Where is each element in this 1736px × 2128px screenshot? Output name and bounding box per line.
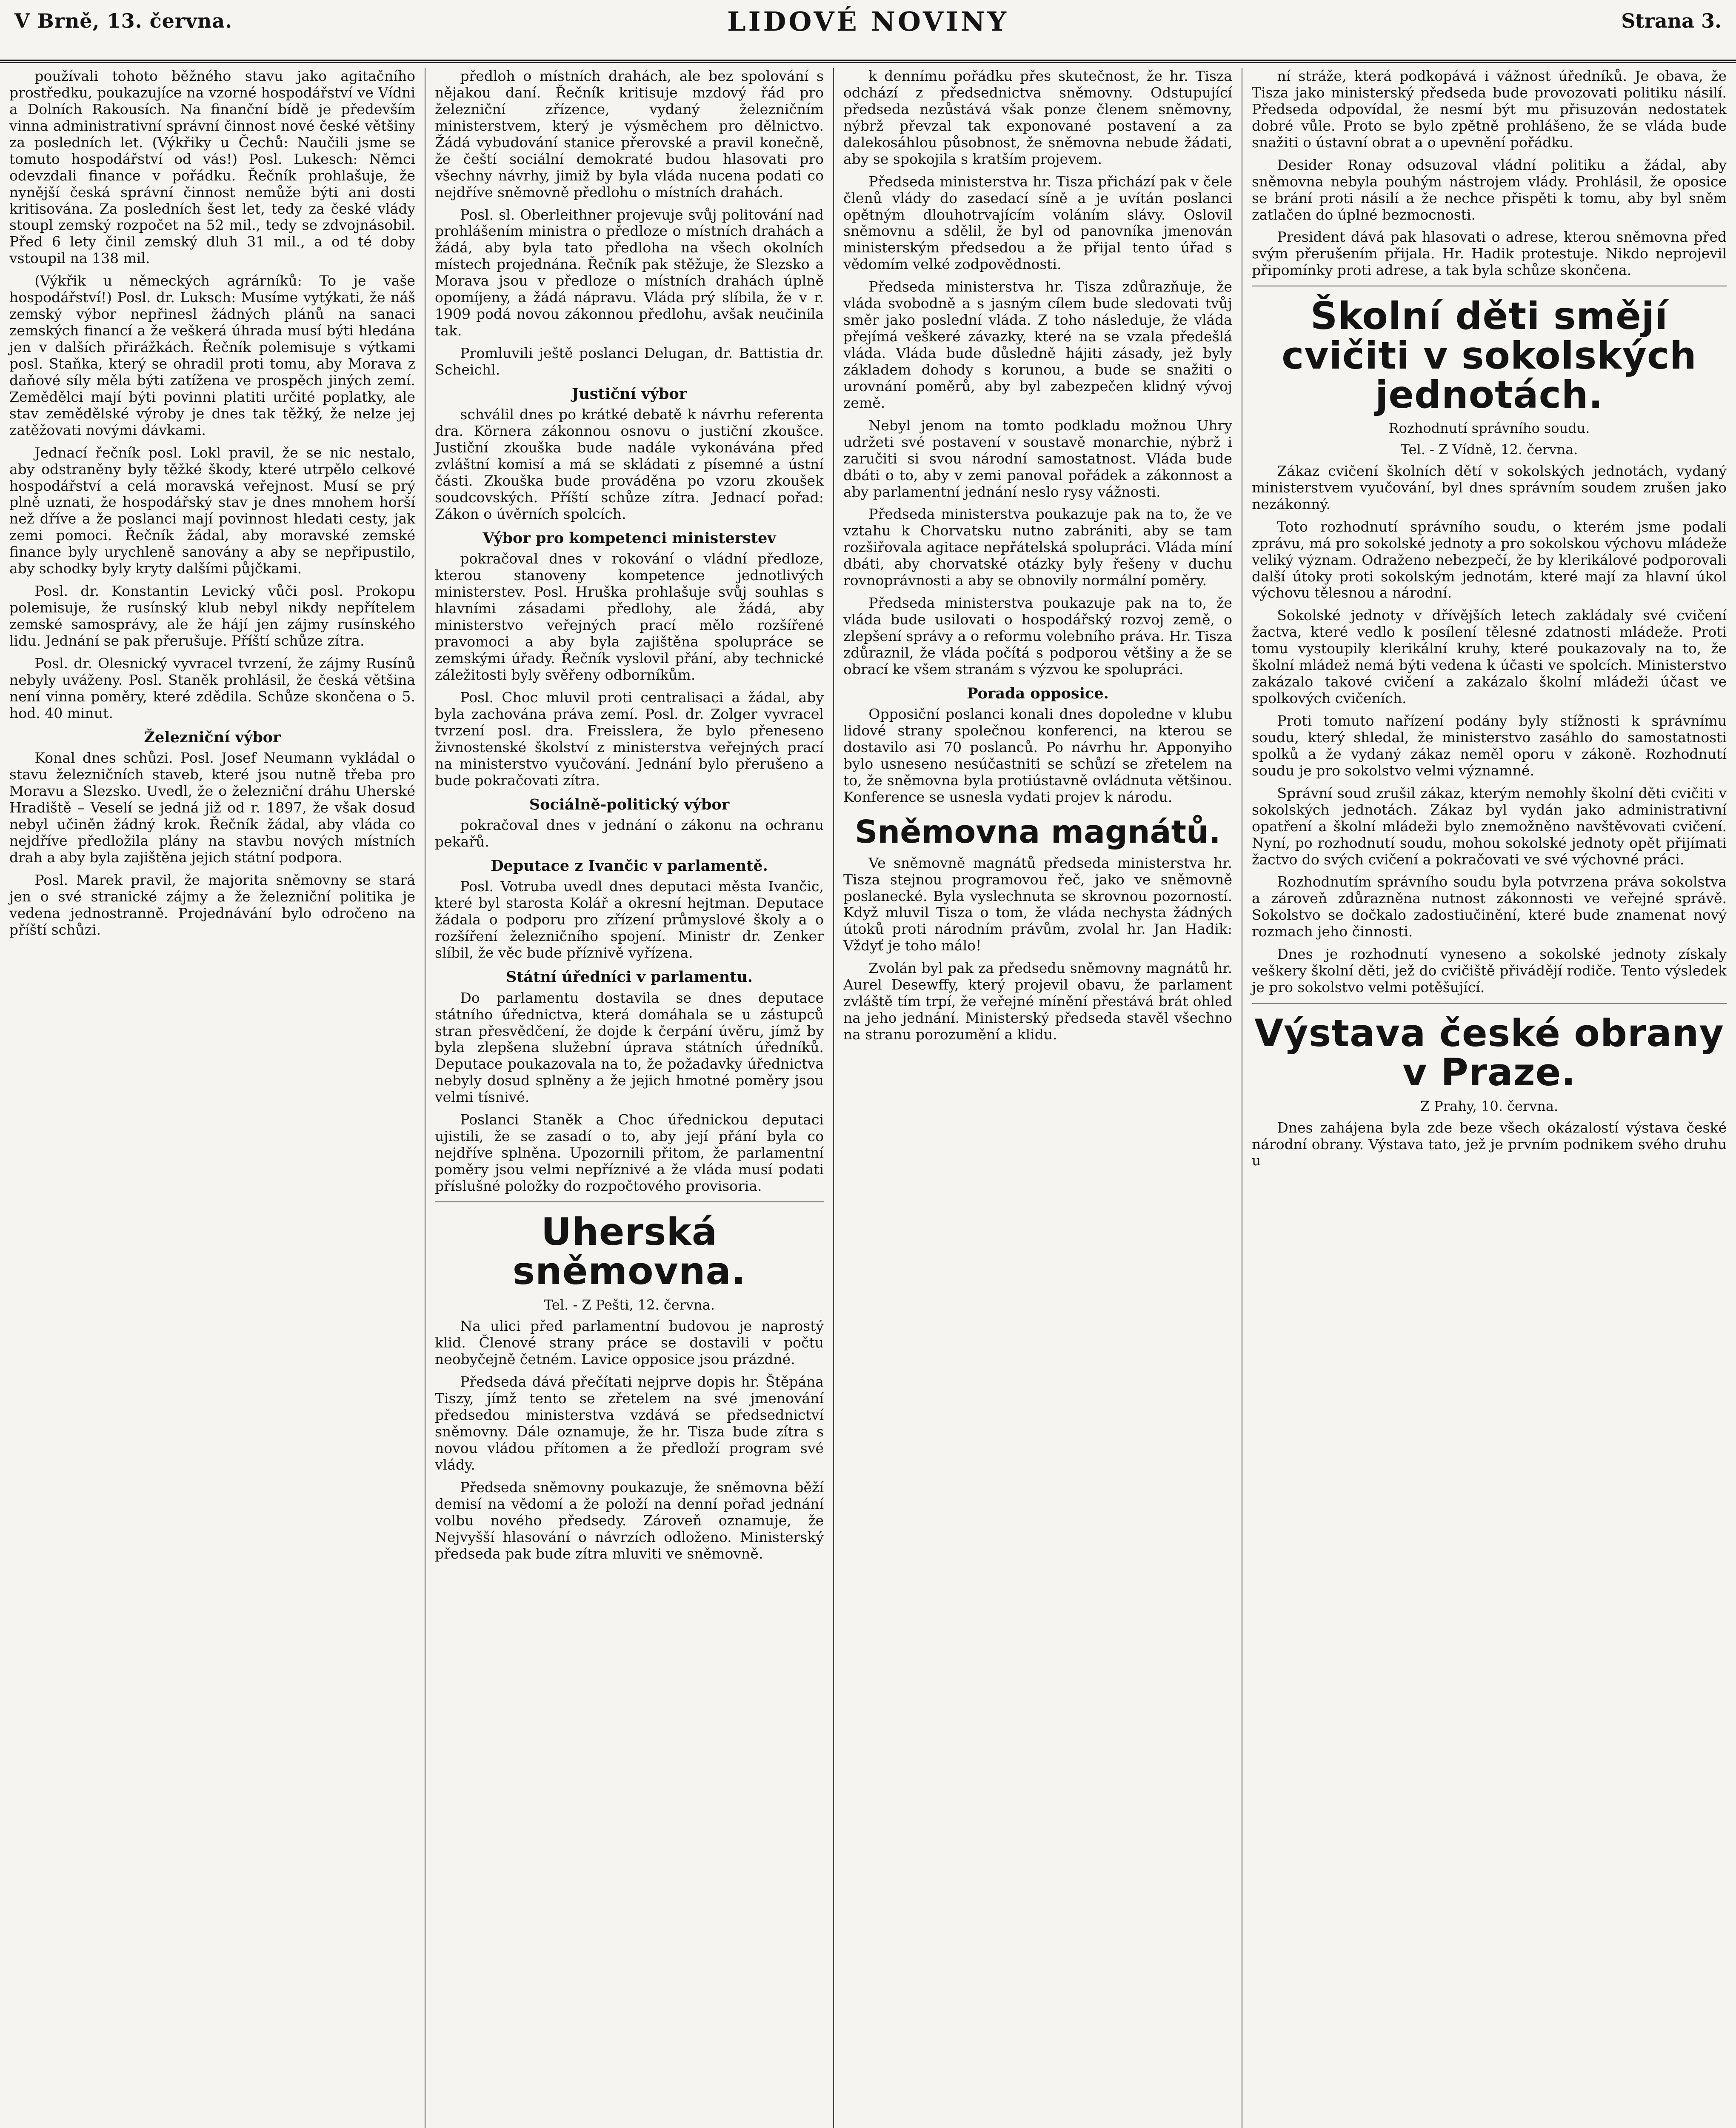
column-1-paragraph-4: Posl. dr. Konstantin Levický vůči posl. Prokopu polemisuje, že rusínský klub nebyl nikdy nepřítelem zemské samosprávy, ale že hájí jen zájmy rusínského lidu. Jednání se pak přerušuje. Příští schůze zítra. — [9, 583, 415, 649]
column-2-paragraph-1: předloh o místních drahách, ale bez spolování s nějakou daní. Řečník kritisuje mzdový řád pro železniční zřízence, vydaný železničním ministerstvem, který je výsměchem pro dělnictvo. Žádá vybudování stanice přerovské a pravil konečně, že čeští sociální demokraté budou hlasovati pro všechny návrhy, jimiž by byla vláda nucena podati co nejdříve sněmovně předlohu o místních drahách. — [435, 68, 824, 200]
column-1 — [0, 68, 425, 2128]
railway-committee-paragraph-1: Konal dnes schůzi. Posl. Josef Neumann vykládal o stavu železničních staveb, které jsou nutně třeba pro Moravu a Slezsko. Uvedl, že o železniční dráhu Uherské Hradiště – Veselí se jedná již od r. 1897, že však dosud nebyl učiněn žádný krok. Řečník žádal, aby vláda co nejdříve předložila plány na stavbu nových místních drah a aby byla zajištěna jejich státní podpora. — [9, 749, 415, 866]
sokol-ruling-heading: Školní děti smějí cvičiti v sokolských jednotách. — [1282, 294, 1697, 417]
column-3 — [834, 68, 1242, 2128]
hungarian-diet-byline: Tel. - Z Pešti, 12. června. — [544, 1296, 715, 1313]
column-1-paragraph-2: (Výkřik u německých agrárníků: To je vaše hospodářství!) Posl. dr. Luksch: Musíme vytýkati, že náš zemský výbor nepřinesl žádných plánů na sanaci zemských financí a že veškerá úhrada musí býti hledána jen v dalších přirážkách. Řečník polemisuje s výtkami posl. Staňka, který se ohradil proti tomu, aby Morava z daňové síly měla býti zatížena ve prospěch jiných zemí. Zemědělci mají býti povinni platiti určité poplatky, ale stav zemědělské výroby je dnes tak těžký, že nelze jej zatěžovati novými dávkami. — [9, 272, 415, 438]
sokol-ruling-paragraph-4: Proti tomuto nařízení podány byly stížnosti k správnímu soudu, který shledal, že ministerstvo zasáhlo do samostatnosti spolků a že vydaný zákaz neměl oporu v zákoně. Rozhodnutí soudu je pro sokolstvo velmi významné. — [1252, 712, 1727, 779]
column-4-paragraph-2: Desider Ronay odsuzoval vládní politiku a žádal, aby sněmovna nebyla pouhým nástrojem vlády. Prohlásil, že oposice se brání proti násilí a že nechce přispěti k tomu, aby byl sněm zatlačen do úplné bezmocnosti. — [1252, 156, 1727, 223]
magnates-house-paragraph-2: Zvolán byl pak za předsedu sněmovny magnátů hr. Aurel Desewffy, který projevil obavu, že parlament zvláště tím trpí, že veřejné mínění přestává brát ohled na jeho jednání. Ministerský předseda stavěl všechno na stranu porozumění a klidu. — [843, 960, 1232, 1043]
social-policy-paragraph: pokračoval dnes v jednání o zákonu na ochranu pekařů. — [435, 817, 824, 850]
competence-committee-paragraph-1: pokračoval dnes v rokování o vládní předloze, kterou stanoveny kompetence jednotlivých ministerstev. Posl. Hruška prohlašuje svůj souhlas s hlavními zásadami předlohy, ale žádá, aby ministerstvo veřejných prací mělo rozšířené pravomoci a aby byla zajištěna spolupráce se zemskými úřady. Řečník vyslovil přání, aby technické záležitosti byly svěřeny odborníkům. — [435, 550, 824, 683]
railway-committee-heading: Železniční výbor — [144, 728, 281, 746]
sokol-ruling-dateline: Tel. - Z Vídně, 12. června. — [1400, 441, 1578, 458]
justice-committee-paragraph: schválil dnes po krátké debatě k návrhu referenta dra. Körnera zákonnou osnovu o justiční zkoušce. Justiční zkouška bude nadále vykonávána před zvláštní komisí a má se skládati z písemné a ústní části. Zkouška bude prováděna po vzoru zkoušek soudcovských. Příští schůze zítra. Jednací pořad: Zákon o úvěrních spolcích. — [435, 406, 824, 522]
competence-committee-heading: Výbor pro kompetenci ministerstev — [483, 529, 776, 547]
state-officials-paragraph-1: Do parlamentu dostavila se dnes deputace státního úřednictva, která domáhala se u zástupců stran přesvědčení, že dojde k čerpání úvěru, jímž by byla zlepšena služební úprava státních úředníků. Deputace poukazovala na to, že požadavky úřednictva nebyly dosud splněny a že jejich hmotné poměry jsou velmi tísnivé. — [435, 989, 824, 1106]
state-officials-paragraph-2: Poslanci Staněk a Choc úřednickou deputaci ujistili, že se zasadí o to, aby její přání byla co nejdříve splněna. Upozornili přitom, že parlamentní poměry jsou velmi nepříznivé a že vláda musí podati příslušné položky do rozpočtového provisoria. — [435, 1111, 824, 1194]
column-1-paragraph-5: Posl. dr. Olesnický vyvracel tvrzení, že zájmy Rusínů nebyly uváženy. Posl. Staněk prohlásil, že česká většina není vinna poměry, které zdědila. Schůze skončena o 5. hod. 40 minut. — [9, 655, 415, 721]
column-3-paragraph-5: Předseda ministerstva poukazuje pak na to, že ve vztahu k Chorvatsku nutno zabrániti, aby se tam rozšiřovala agitace nepřátelská spolupráci. Vláda míní dbáti, aby chorvatské otázky byly řešeny v duchu rovnoprávnosti a aby se obnovily normální poměry. — [843, 506, 1232, 589]
state-officials-heading: Státní úředníci v parlamentu. — [505, 968, 753, 986]
column-3-paragraph-1: k dennímu pořádku přes skutečnost, že hr. Tisza odchází z předsednictva sněmovny. Odstupující předseda nezůstává však ponze členem sněmovny, nýbrž převzal tak exponované postavení a za dalekosáhlou působnost, že sněmovna nebude žádati, aby se spokojila s kratším projevem. — [843, 68, 1232, 167]
page-number: Strana 3. — [1621, 9, 1722, 32]
sokol-ruling-paragraph-3: Sokolské jednoty v dřívějších letech zakládaly své cvičení žactva, které vedlo k posílení tělesné zdatnosti mládeže. Proti tomu vystoupily klerikální kruhy, které poukazovaly na to, že školní mládež nemá býti vedena k účasti ve spolcích. Ministerstvo zakázalo takové cvičení a zakázalo školní mládeži účast ve spolkových cvičeních. — [1252, 607, 1727, 707]
defense-exhibition-byline: Z Prahy, 10. června. — [1420, 1098, 1559, 1114]
column-4-paragraph-3: President dává pak hlasovati o adrese, kterou sněmovna před svým přerušením přijala. Hr. Hadik protestuje. Nikdo neprojevil připomínky proti adrese, a tak byla schůze skončena. — [1252, 229, 1727, 279]
section-divider — [435, 1201, 824, 1202]
sokol-ruling-paragraph-7: Dnes je rozhodnutí vyneseno a sokolské jednoty získaly veškery školní děti, jež do cvičiště přivádějí rodiče. Tento výsledek je pro sokolstvo velmi potěšující. — [1252, 946, 1727, 996]
justice-committee-heading: Justiční výbor — [571, 385, 687, 403]
section-divider — [1252, 1003, 1727, 1004]
magnates-house-paragraph-1: Ve sněmovně magnátů předseda ministerstva hr. Tisza stejnou programovou řeč, jako ve sněmovně poslanecké. Byla vyslechnuta se skrovnou pozorností. Když mluvil Tisza o tom, že vláda nechysta žádných útoků proti národním právům, zvolal hr. Jan Hadik: Vždyť je toho málo! — [843, 854, 1232, 954]
column-1-paragraph-1: používali tohoto běžného stavu jako agitačního prostředku, poukazujíce na vzorné hospodářství ve Vídni a Dolních Rakousích. Na finanční bídě je především vinna administrativní správní činnost nové české většiny za posledních let. (Výkřiky u Čechů: Naučili jsme se tomuto hospodářství od vás!) Posl. Lukesch: Němci odevzdali finance v pořádku. Řečník prohlašuje, že nynější česká správní činnost nemůže býti ani dosti kritisována. Za posledních šest let, tedy za české vlády stoupl zemský rozpočet na 52 mil., tedy se zdvojnásobil. Před 6 lety činil zemský dluh 31 mil., a od té doby vstoupil na 138 mil. — [9, 68, 415, 267]
sokol-ruling-paragraph-1: Zákaz cvičení školních dětí v sokolských jednotách, vydaný ministerstvem vyučování, byl dnes správním soudem zrušen jako nezákonný. — [1252, 462, 1727, 512]
sokol-ruling-paragraph-5: Správní soud zrušil zákaz, kterým nemohly školní děti cvičiti v sokolských jednotách. Zákaz byl vydán jako administrativní opatření a školní mládeži bylo znemožněno navštěvovati cvičení. Nyní, po rozhodnutí soudu, mohou sokolské jednoty opět přijímati žactvo do svých cvičení a pokračovati ve své výchovné práci. — [1252, 784, 1727, 868]
column-3-paragraph-3: Předseda ministerstva hr. Tisza zdůrazňuje, že vláda svobodně a s jasným cílem bude sledovati tvůj směr jako poslední vláda. Z toho následuje, že vláda přejímá veškeré závazky, které na se vzala předešlá vláda. Vláda bude důsledně hájiti zásady, jež byly základem dohody s korunou, a bude se snažiti o urovnání poměrů, aby byl zabezpečen klidný vývoj země. — [843, 278, 1232, 411]
hungarian-diet-paragraph-3: Předseda sněmovny poukazuje, že sněmovna běží demisí na vědomí a že položí na denní pořad jednání volbu nového předsedy. Zároveň oznamuje, že Nejvyšší hlasování o návrzích odloženo. Ministerský předseda pak bude zítra mluviti ve sněmovně. — [435, 1479, 824, 1562]
hungarian-diet-heading: Uherská sněmovna. — [512, 1210, 746, 1293]
newspaper-title: LIDOVÉ NOVINY — [727, 6, 1009, 37]
column-1-paragraph-3: Jednací řečník posl. Lokl pravil, že se nic nestalo, aby odstraněny byly těžké škody, které utrpělo celkové hospodářství a celá moravská veřejnost. Musí se prý plně uznati, že hospodářský stav je dnes mnohem horší než dříve a že poslanci mají povinnost hledati cesty, jak zemi pomoci. Řečník žádal, aby moravské zemské finance byly urychleně sanovány a aby se nepřipustilo, aby schodky byly kryty dalšími půjčkami. — [9, 444, 415, 577]
opposition-meeting-paragraph: Opposiční poslanci konali dnes dopoledne v klubu lidové strany společnou konferenci, na kterou se dostavilo asi 70 poslanců. Po návrhu hr. Apponyiho bylo usneseno nesúčastniti se schůzí se zřetelem na to, že sněmovna byla protiústavně ovládnuta většinou. Konference se usnesla vydati projev k národu. — [843, 706, 1232, 805]
railway-committee-paragraph-2: Posl. Marek pravil, že majorita sněmovny se stará jen o své stranické zájmy a že železniční politika je vedena jednostranně. Projednávání bylo odročeno na příští schůzi. — [9, 871, 415, 938]
sokol-ruling-subtitle: Rozhodnutí správního soudu. — [1388, 420, 1590, 437]
sokol-ruling-paragraph-6: Rozhodnutím správního soudu byla potvrzena práva sokolstva a zároveň zdůrazněna nutnost zákonnosti ve veřejné správě. Sokolstvo se dočkalo zadostiučinění, které bude znamenat nový rozmach jeho činnosti. — [1252, 873, 1727, 940]
social-policy-heading: Sociálně-politický výbor — [529, 795, 730, 813]
hungarian-diet-paragraph-1: Na ulici před parlamentní budovou je naprostý klid. Členové strany práce se dostavili v počtu neobyčejně četném. Lavice opposice jsou prázdné. — [435, 1318, 824, 1368]
column-3-paragraph-2: Předseda ministerstva hr. Tisza přichází pak v čele členů vlády do zasedací síně a je uvítán poslanci opětným dlouhotrvajícím voláním slávy. Oslovil sněmovnu a sdělil, že byl od panovníka jmenován ministerským předsedou a že přijal tento úřad s vědomím velké zodpovědnosti. — [843, 173, 1232, 273]
ivancice-deputation-heading: Deputace z Ivančic v parlamentě. — [491, 857, 768, 875]
column-3-paragraph-4: Nebyl jenom na tomto podkladu možnou Uhry udržeti své postavení v soustavě monarchie, nýbrž i zaručiti si svou národní samostatnost. Vláda bude dbáti o to, aby v zemi panoval pořádek a zákonnost a aby parlamentní jednání neslo rysy vážnosti. — [843, 417, 1232, 500]
hungarian-diet-paragraph-2: Předseda dává přečítati nejprve dopis hr. Štěpána Tiszy, jímž tento se zřetelem na své jmenování předsedou ministerstva vzdává se předsednictví sněmovny. Dále oznamuje, že hr. Tisza bude zítra s novou vládou přítomen a že předloží program své vlády. — [435, 1373, 824, 1473]
competence-committee-paragraph-2: Posl. Choc mluvil proti centralisaci a žádal, aby byla zachována práva zemí. Posl. dr. Zolger vyvracel tvrzení posl. dra. Freisslera, že bylo přeneseno živnostenské školství z ministerstva veřejných prací na ministerstvo vyučování. Jednání bylo přerušeno a bude pokračovati zítra. — [435, 689, 824, 789]
sokol-ruling-paragraph-2: Toto rozhodnutí správního soudu, o kterém jsme podali zprávu, má pro sokolské jednoty a pro sokolskou výchovu mládeže veliký význam. Odraženo nebezpečí, že by klerikálové podporovali další útoky proti sokolským jednotám, které mají za hlavní úkol výchovu tělesnou a národní. — [1252, 518, 1727, 601]
magnates-house-heading: Sněmovna magnátů. — [855, 813, 1221, 850]
column-2-paragraph-2: Posl. sl. Oberleithner projevuje svůj politování nad prohlášením ministra o předloze o místních drahách a žádá, aby byla tato předloha na všech okolních místech projednána. Řečník pak stěžuje, že Slezsko a Morava jsou v předloze o místních drahách úplně opomíjeny, a žádá nápravu. Vláda prý slíbila, že v r. 1909 podá novou zákonnou předlohu, avšak neučinila tak. — [435, 206, 824, 339]
column-4 — [1242, 68, 1736, 2128]
masthead — [0, 0, 1736, 63]
opposition-meeting-heading: Porada opposice. — [967, 684, 1109, 702]
date-line: V Brně, 13. června. — [14, 9, 233, 32]
ivancice-deputation-paragraph: Posl. Votruba uvedl dnes deputaci města Ivančic, které byl starosta Kolář a okresní hejtman. Deputace žádala o podporu pro zřízení průmyslové školy a o rozšíření železničního spojení. Ministr dr. Zenker slíbil, že věc bude příznivě vyřízena. — [435, 878, 824, 961]
column-3-paragraph-6: Předseda ministerstva poukazuje pak na to, že vláda bude usilovati o hospodářský rozvoj země, o zlepšení správy a o reformu volebního práva. Hr. Tisza zdůraznil, že vláda počítá s podporou většiny a že se obrací ke všem stranám s výzvou ke spolupráci. — [843, 595, 1232, 678]
defense-exhibition-paragraph: Dnes zahájena byla zde beze všech okázalostí výstava české národní obrany. Výstava tato, jež je prvním podnikem svého druhu u — [1252, 1119, 1727, 1169]
column-4-paragraph-1: ní stráže, která podkopává i vážnost úředníků. Je obava, že Tisza jako ministerský předseda bude provozovati politiku násilí. Předseda odpovídal, že nesmí být mu přisuzován nedostatek dobré vůle. Proto se bylo zpětně prohlášeno, že se vláda bude snažiti o ústavní obrat a o upevnění pořádku. — [1252, 68, 1727, 151]
defense-exhibition-heading: Výstava české obrany v Praze. — [1254, 1011, 1724, 1095]
column-2-paragraph-3: Promluvili ještě poslanci Delugan, dr. Battistia dr. Scheichl. — [435, 345, 824, 378]
column-2 — [425, 68, 834, 2128]
